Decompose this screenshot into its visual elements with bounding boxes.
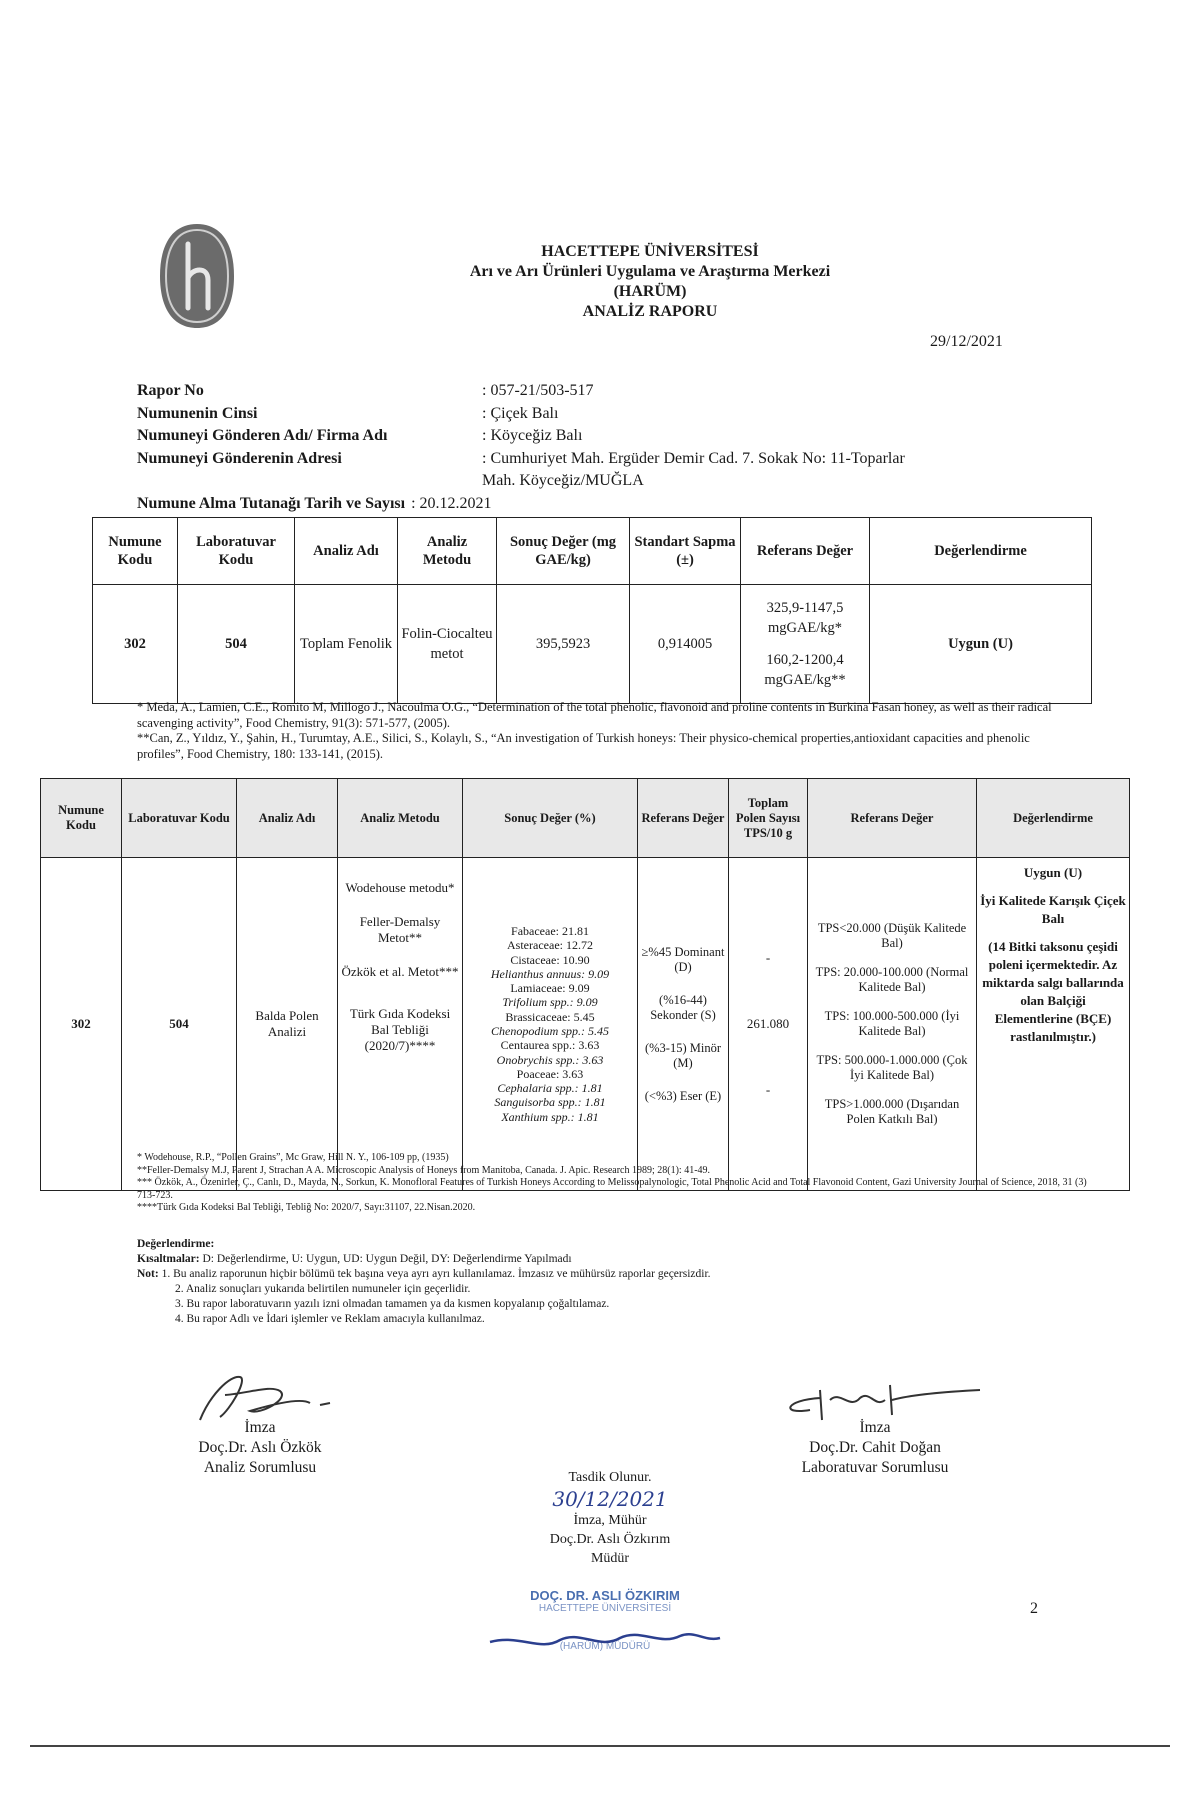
result-line: Centaurea spp.: 3.63 xyxy=(500,1038,600,1053)
cell-sonuc xyxy=(463,858,638,1191)
cell-metod: Folin-Ciocalteu metot xyxy=(398,585,497,704)
rapor-no-value: : 057-21/503-517 xyxy=(482,382,594,399)
stamp-line-1: DOÇ. DR. ASLI ÖZKIRIM xyxy=(530,1588,680,1603)
referans-minor: (%3-15) Minör (M) xyxy=(644,1040,722,1070)
note-4: 4. Bu rapor Adlı ve İdari işlemler ve Reklam amacıyla kullanılmaz. xyxy=(175,1313,485,1325)
result-line: Cephalaria spp.: 1.81 xyxy=(497,1081,603,1096)
note-1: 1. Bu analiz raporunun hiçbir bölümü tek başına veya ayrı ayrı kullanılamaz. İmzasız ve mühürsüz raporlar geçersizdir. xyxy=(161,1268,711,1280)
right-role: Laboratuvar Sorumlusu xyxy=(801,1459,949,1476)
cell-tps xyxy=(729,858,808,1191)
table2-footnotes xyxy=(137,1152,1097,1215)
report-title: ANALİZ RAPORU xyxy=(582,303,718,320)
cins-label: Numunenin Cinsi xyxy=(137,404,258,422)
right-name: Doç.Dr. Cahit Doğan xyxy=(809,1439,941,1456)
col-analiz-metodu: Analiz Metodu xyxy=(398,518,497,585)
left-role: Analiz Sorumlusu xyxy=(203,1459,317,1476)
note-2: 2. Analiz sonuçları yukarıda belirtilen numuneler için geçerlidir. xyxy=(175,1283,471,1295)
col-sonuc-deger: Sonuç Değer (%) xyxy=(463,779,638,858)
tps-ref-line: TPS: 500.000-1.000.000 (Çok İyi Kalitede Bal) xyxy=(816,1053,968,1082)
col-lab-kodu: Laboratuvar Kodu xyxy=(178,518,295,585)
adres-value: : Cumhuriyet Mah. Ergüder Demir Cad. 7. Sokak No: 11-Toparlar xyxy=(482,449,905,467)
tps-dash: - xyxy=(765,950,771,965)
result-line: Chenopodium spp.: 5.45 xyxy=(491,1024,609,1038)
cell-sapma: 0,914005 xyxy=(630,585,741,704)
cell-sonuc: 395,5923 xyxy=(497,585,630,704)
cins-value: : Çiçek Balı xyxy=(482,404,559,422)
stamp-line-2: HACETTEPE ÜNİVERSİTESİ xyxy=(538,1603,672,1614)
notes-title: Değerlendirme: xyxy=(137,1238,215,1250)
tps-ref-line: TPS: 100.000-500.000 (İyi Kalitede Bal) xyxy=(824,1009,960,1038)
metod-4: Türk Gıda Kodeksi Bal Tebliği (2020/7)**** xyxy=(349,1006,451,1053)
tps-ref-line: TPS>1.000.000 (Dışarıdan Polen Katkılı Bal) xyxy=(824,1097,960,1126)
cell-analiz: Balda Polen Analizi xyxy=(237,858,338,1191)
footnote: **Can, Z., Yıldız, Y., Şahin, H., Turumtay, A.E., Silici, S., Kolaylı, S., “An investigation of Turkish honeys: Their physico-chemical properties,antioxidant capacities and phenolic profiles”, Food Chemistry, 180: 133-141, (2015). xyxy=(137,731,1030,761)
deger-uygun: Uygun (U) xyxy=(1023,865,1083,880)
not-label: Not: xyxy=(137,1268,159,1280)
cell-lab: 504 xyxy=(178,585,295,704)
notes-section xyxy=(137,1237,1097,1327)
tasdik-date: 30/12/2021 xyxy=(552,1487,668,1511)
referans-sekonder: (%16-44) Sekonder (S) xyxy=(650,992,716,1022)
referans-dominant: ≥%45 Dominant (D) xyxy=(641,944,725,974)
abbr-label: Kısaltmalar: xyxy=(137,1253,200,1265)
signature-left xyxy=(160,1418,360,1478)
result-line: Sanguisorba spp.: 1.81 xyxy=(494,1095,606,1110)
report-date: 29/12/2021 xyxy=(930,333,1003,350)
mid-role: Müdür xyxy=(590,1551,630,1566)
tps-value: 261.080 xyxy=(746,1016,790,1031)
result-line: Onobrychis spp.: 3.63 xyxy=(496,1052,604,1067)
tps-ref-line: TPS<20.000 (Düşük Kalitede Bal) xyxy=(817,921,967,950)
phenolic-table xyxy=(92,517,1092,704)
alma-value: : 20.12.2021 xyxy=(411,494,492,512)
rapor-no-label: Rapor No xyxy=(137,382,204,399)
col-lab-kodu: Laboratuvar Kodu xyxy=(122,779,237,858)
report-header xyxy=(300,242,1000,322)
cell-metod xyxy=(338,858,463,1191)
cell-numune: 302 xyxy=(41,858,122,1191)
mid-name: Doç.Dr. Aslı Özkırım xyxy=(549,1532,671,1547)
center-abbr: (HARÜM) xyxy=(613,283,687,300)
cell-analiz: Toplam Fenolik xyxy=(295,585,398,704)
col-analiz-adi: Analiz Adı xyxy=(295,518,398,585)
adres-label: Numuneyi Gönderenin Adresi xyxy=(137,449,342,467)
metod-1: Wodehouse metodu* xyxy=(345,880,455,895)
col-referans-deger: Referans Değer xyxy=(741,518,870,585)
alma-label: Numune Alma Tutanağı Tarih ve Sayısı xyxy=(137,494,406,512)
note-3: 3. Bu rapor laboratuvarın yazılı izni olmadan tamamen ya da kısmen kopyalanıp çoğaltılamaz. xyxy=(175,1298,610,1310)
col-degerlendirme: Değerlendirme xyxy=(977,779,1130,858)
table-row xyxy=(41,858,1130,1191)
referans-eser: (<%3) Eser (E) xyxy=(644,1088,722,1103)
col-numune-kodu: Numune Kodu xyxy=(93,518,178,585)
hacettepe-logo-icon xyxy=(158,222,236,330)
approval-block xyxy=(500,1468,720,1568)
col-referans-deger: Referans Değer xyxy=(638,779,729,858)
col-numune-kodu: Numune Kodu xyxy=(41,779,122,858)
col-standart-sapma: Standart Sapma (±) xyxy=(630,518,741,585)
footnote: **Feller-Demalsy M.J, Parent J, Strachan A A. Microscopic Analysis of Honeys from Manitoba, Canada. J. Apic. Research 1989; 28(1): 41-49. xyxy=(137,1164,711,1176)
footnote: *** Özkök, A., Özenirler, Ç., Canlı, D., Mayda, N., Sorkun, K. Monofloral Features of Turkish Honeys According to Melissopalynologic, Total Phenolic Acid and Total Flavonoid Content, Gazi University Journal of Science, 2018, 31 (3) 713-723. xyxy=(137,1177,1087,1201)
cell-referans xyxy=(741,585,870,704)
table-header-row xyxy=(41,779,1130,858)
bottom-rule xyxy=(30,1745,1170,1747)
table1-footnotes xyxy=(137,700,1067,762)
result-line: Trifolium spp.: 9.09 xyxy=(502,995,598,1010)
col-degerlendirme: Değerlendirme xyxy=(870,518,1092,585)
cell-degerlendirme: Uygun (U) xyxy=(870,585,1092,704)
table-header-row xyxy=(93,518,1092,585)
pollen-table xyxy=(40,778,1130,1191)
metod-3: Özkök et al. Metot*** xyxy=(341,964,459,979)
left-name: Doç.Dr. Aslı Özkök xyxy=(198,1439,322,1456)
cell-lab: 504 xyxy=(122,858,237,1191)
footnote: * Wodehouse, R.P., “Pollen Grains”, Mc Graw, Hill N. Y., 106-109 pp, (1935) xyxy=(137,1152,449,1163)
gonderen-label: Numuneyi Gönderen Adı/ Firma Adı xyxy=(137,427,388,444)
cell-numune: 302 xyxy=(93,585,178,704)
footnote: * Meda, A., Lamien, C.E., Romito M, Millogo J., Nacoulma O.G., “Determination of the total phenolic, flavonoid and proline contents in Burkina Fasan honey, as well as their radical scavenging activity”, Food Chemistry, 91(3): 571-577, (2005). xyxy=(137,700,1052,730)
col-analiz-adi: Analiz Adı xyxy=(237,779,338,858)
tps-dash: - xyxy=(765,1082,771,1097)
gonderen-value: : Köyceğiz Balı xyxy=(482,427,583,444)
adres-continued: Mah. Köyceğiz/MUĞLA xyxy=(482,472,644,489)
mid-imza: İmza, Mühür xyxy=(573,1513,647,1528)
tasdik-text: Tasdik Olunur. xyxy=(568,1470,652,1485)
deger-aciklama: (14 Bitki taksonu çeşidi poleni içermektedir. Az miktarda salgı ballarında olan Balçiği Elementlerine (BÇE) rastlanılmıştır.) xyxy=(982,939,1124,1044)
col-sonuc-deger: Sonuç Değer (mg GAE/kg) xyxy=(497,518,630,585)
footnote: ****Türk Gıda Kodeksi Bal Tebliği, Tebliğ No: 2020/7, Sayı:31107, 22.Nisan.2020. xyxy=(137,1202,476,1213)
result-line: Poaceae: 3.63 xyxy=(516,1066,584,1081)
tps-ref-line: TPS: 20.000-100.000 (Normal Kalitede Bal) xyxy=(815,965,969,994)
abbr-text: D: Değerlendirme, U: Uygun, UD: Uygun Değil, DY: Değerlendirme Yapılmadı xyxy=(202,1253,572,1265)
result-line: Helianthus annuus: 9.09 xyxy=(490,966,610,981)
left-imza: İmza xyxy=(244,1419,276,1436)
right-imza: İmza xyxy=(859,1419,891,1436)
center-name: Arı ve Arı Ürünleri Uygulama ve Araştırma Merkezi xyxy=(469,263,831,280)
report-meta xyxy=(137,380,1062,515)
cell-tps-referans xyxy=(808,858,977,1191)
stamp-line-3: (HARÜM) MÜDÜRÜ xyxy=(559,1641,651,1652)
page-number: 2 xyxy=(1030,1600,1038,1617)
signature-right xyxy=(760,1418,990,1478)
col-tps: Toplam Polen Sayısı TPS/10 g xyxy=(729,779,808,858)
cell-referans xyxy=(638,858,729,1191)
result-line: Brassicaceae: 5.45 xyxy=(505,1009,595,1024)
table-row xyxy=(93,585,1092,704)
result-line: Fabaceae: 21.81 xyxy=(511,923,589,938)
col-tps-referans: Referans Değer xyxy=(808,779,977,858)
referans-line-2: 160,2-1200,4 mgGAE/kg** xyxy=(764,652,846,688)
signature-stamp-icon xyxy=(480,1612,730,1662)
referans-line-1: 325,9-1147,5 mgGAE/kg* xyxy=(766,600,844,636)
deger-kalite: İyi Kalitede Karışık Çiçek Balı xyxy=(980,893,1126,926)
result-line: Lamiaceae: 9.09 xyxy=(510,981,590,996)
cell-degerlendirme xyxy=(977,858,1130,1191)
result-line: Asteraceae: 12.72 xyxy=(507,938,593,953)
metod-2: Feller-Demalsy Metot** xyxy=(359,914,441,945)
result-line: Xanthium spp.: 1.81 xyxy=(501,1109,599,1124)
col-analiz-metodu: Analiz Metodu xyxy=(338,779,463,858)
university-name: HACETTEPE ÜNİVERSİTESİ xyxy=(541,243,759,260)
result-line: Cistaceae: 10.90 xyxy=(510,952,590,967)
